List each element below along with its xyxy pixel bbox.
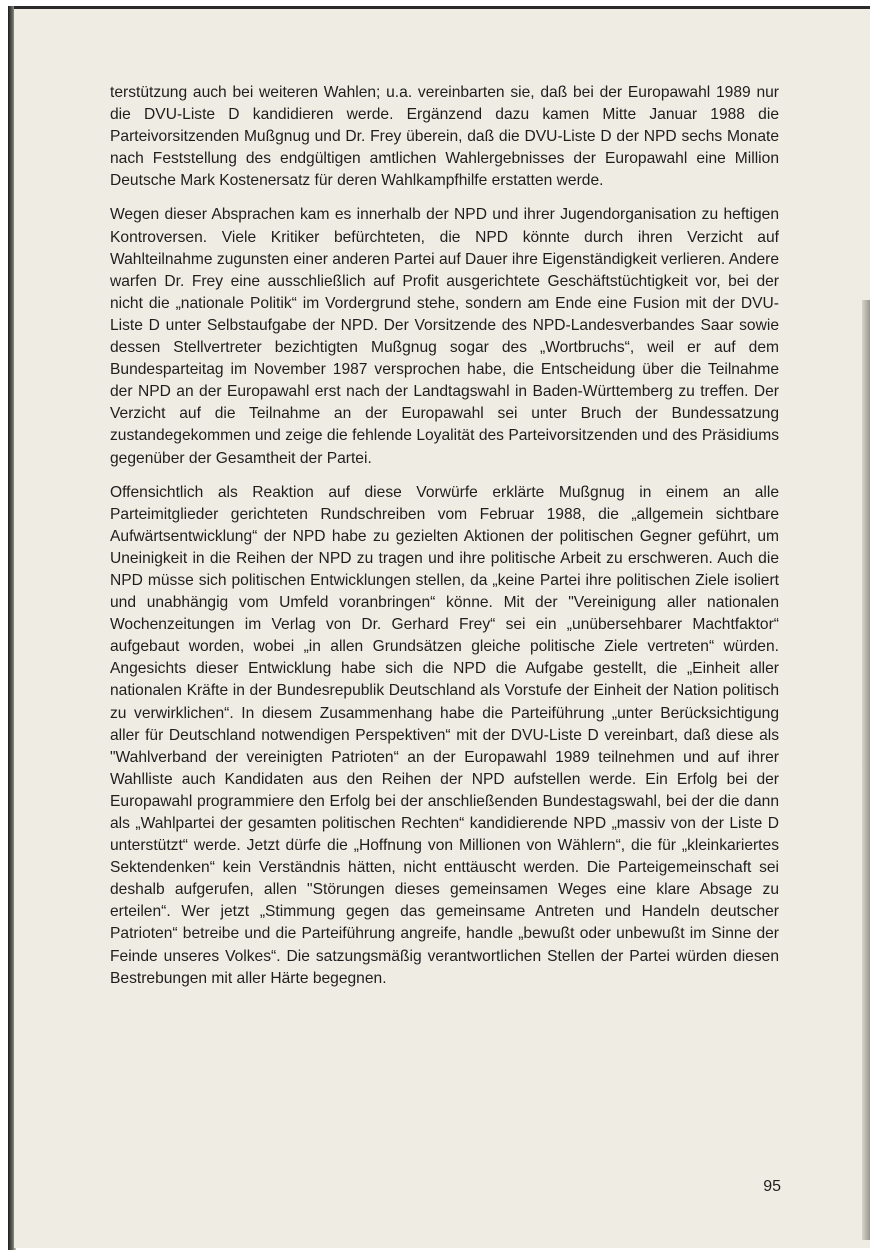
body-text <box>110 82 779 1002</box>
paragraph-3: Offensichtlich als Reaktion auf diese Vorwürfe erklärte Mußgnug in einem an alle Parteimitglieder gerichteten Rundschreiben vom Februar 1988, die „allgemein sichtbare Aufwärtsentwicklung“ der NPD habe zu gezielten Aktionen der politischen Gegner geführt, um Uneinigkeit in die Reihen der NPD zu tragen und ihre politische Arbeit zu erschweren. Auch die NPD müsse sich politischen Entwicklungen stellen, da „keine Partei ihre politischen Ziele isoliert und unabhängig vom Umfeld voranbringen“ könne. Mit der "Vereinigung aller nationalen Wochenzeitungen im Verlag von Dr. Gerhard Frey“ sei ein „unübersehbarer Machtfaktor“ aufgebaut worden, wobei „in allen Grundsätzen gleiche politische Ziele vertreten“ würden. Angesichts dieser Entwicklung habe sich die NPD die Aufgabe gestellt, die „Einheit aller nationalen Kräfte in der Bundesrepublik Deutschland als Vorstufe der Einheit der Nation politisch zu verwirklichen“. In diesem Zusammenhang habe die Parteiführung „unter Berücksichtigung aller für Deutschland notwendigen Perspektiven“ mit der DVU-Liste D vereinbart, daß diese als "Wahlverband der vereinigten Patrioten“ an der Europawahl 1989 teilnehmen und auf ihrer Wahlliste auch Kandidaten aus den Reihen der NPD aufstellen werde. Ein Erfolg bei der Europawahl programmiere den Erfolg bei der anschließenden Bundestagswahl, bei der die dann als „Wahlpartei der gesamten politischen Rechten“ kandidierende NPD „massiv von der Liste D unterstützt“ werde. Jetzt dürfe die „Hoffnung von Millionen von Wählern“, die für „kleinkariertes Sektendenken“ kein Verständnis hätten, nicht enttäuscht werden. Die Parteigemeinschaft sei deshalb aufgerufen, allen "Störungen dieses gemeinsamen Weges eine klare Absage zu erteilen“. Wer jetzt „Stimmung gegen das gemeinsame Antreten und Handeln deutscher Patrioten“ betreibe und die Parteiführung angreife, handle „bewußt oder unbewußt im Sinne der Feinde unseres Volkes“. Die satzungsmäßig verantwortlichen Stellen der Partei würden diesen Bestrebungen mit aller Härte begegnen. <box>110 483 779 987</box>
page-top-border <box>14 6 870 9</box>
page-number: 95 <box>763 1178 781 1195</box>
paragraph-2: Wegen dieser Absprachen kam es innerhalb der NPD und ihrer Jugendorganisation zu heftigen Kontroversen. Viele Kritiker befürchteten, die NPD könnte durch ihren Verzicht auf Wahlteilnahme zugunsten einer anderen Partei auf Dauer ihre Eigenständigkeit verlieren. Andere warfen Dr. Frey eine ausschließlich auf Profit ausgerichtete Geschäftstüchtigkeit vor, bei der nicht die „nationale Politik“ im Vordergrund stehe, sondern am Ende eine Fusion mit der DVU-Liste D unter Selbstaufgabe der NPD. Der Vorsitzende des NPD-Landesverbandes Saar sowie dessen Stellvertreter bezichtigten Mußgnug sogar des „Wortbruchs“, weil er auf dem Bundesparteitag im November 1987 versprochen habe, die Entscheidung über die Teilnahme der NPD an der Europawahl erst nach der Landtagswahl in Baden-Württemberg zu treffen. Der Verzicht auf die Teilnahme an der Europawahl sei unter Bruch der Bundessatzung zustandegekommen und zeige die fehlende Loyalität des Parteivorsitzenden und des Präsidiums gegenüber der Gesamtheit der Partei. <box>110 206 779 467</box>
page-right-shadow <box>862 300 870 1240</box>
paragraph-1: terstützung auch bei weiteren Wahlen; u.a. vereinbarten sie, daß bei der Europawahl 1989 nur die DVU-Liste D kandidieren werde. Ergänzend dazu kamen Mitte Januar 1988 die Parteivorsitzenden Mußgnug und Dr. Frey überein, daß die DVU-Liste D der NPD sechs Monate nach Feststellung des endgültigen amtlichen Wahlergebnisses der Europawahl eine Million Deutsche Mark Kostenersatz für deren Wahlkampfhilfe erstatten werde. <box>110 84 779 190</box>
